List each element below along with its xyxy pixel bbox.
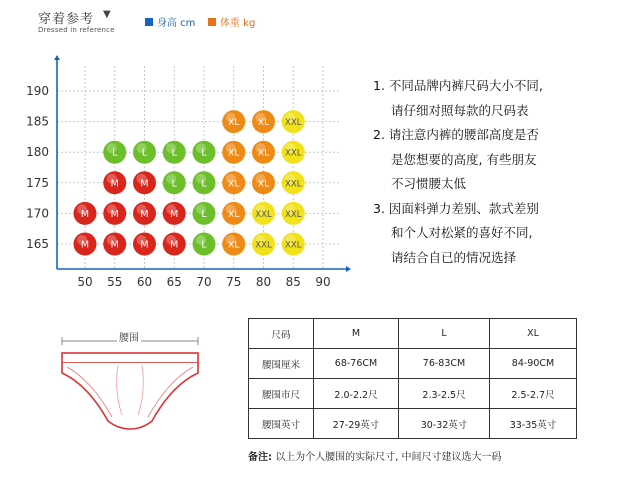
table-header-cell: 尺码 [249,319,314,349]
size-point-label: XL [228,148,240,159]
size-point-label: L [201,178,207,190]
dropdown-arrow-icon: ▼ [103,9,111,20]
legend-height-label: 身高 cm [157,18,196,29]
table-cell: 68-76CM [314,349,399,379]
table-header-cell: L [399,319,490,349]
notes [373,74,613,270]
y-tick-label: 185 [26,114,49,129]
size-point-label: XL [257,179,270,190]
table-cell: 33-35英寸 [490,409,577,439]
size-table [248,318,577,439]
size-point-label: XL [228,179,240,190]
y-tick-label: 175 [26,175,49,190]
table-header-cell: M [314,319,399,349]
y-tick-label: 180 [26,145,49,160]
size-point-label: M [140,208,149,220]
size-point-label: XXL [255,240,272,251]
table-cell: 84-90CM [490,349,577,379]
note-line: 1. 不同品牌内裤尺码大小不同, [373,78,543,93]
table-row [249,349,577,379]
y-axis-arrow [54,55,60,60]
x-tick-label: 55 [107,275,123,289]
table-row [249,409,577,439]
note-line: 不习惯腰太低 [391,176,467,191]
note-line: 和个人对松紧的喜好不同, [391,225,533,240]
note-line: 是您想要的高度, 有些朋友 [391,151,537,167]
table-cell: 腰围英寸 [249,409,314,439]
size-point-label: XXL [285,118,302,129]
x-tick-label: 60 [136,275,153,289]
size-point-label: M [140,239,149,251]
table-cell: 2.3-2.5尺 [399,379,490,409]
table-cell: 27-29英寸 [314,409,399,439]
table-cell: 76-83CM [399,349,490,379]
note-line: 2. 请注意内裤的腰部高度是否 [373,127,539,142]
size-point-label: M [80,208,90,220]
footnote-label: 备注: [248,452,272,463]
x-tick-label: 50 [77,275,93,289]
size-point-label: L [112,147,118,159]
table-row [249,379,577,409]
size-point-label: XL [228,240,240,251]
size-point-label: L [141,147,148,159]
table-header-row [249,319,577,349]
size-point-label: XXL [285,148,302,159]
size-point-label: M [170,239,179,251]
size-point-label: M [170,208,179,220]
size-point-label: M [110,178,119,190]
x-tick-label: 75 [226,275,242,289]
size-point-label: L [201,239,207,251]
size-point-label: M [140,178,149,190]
note-line: 请结合自已的情况选择 [391,249,517,265]
size-point-label: L [171,178,177,190]
size-point-label: M [80,239,90,251]
note-line: 3. 因面料弹力差别、款式差别 [373,200,539,216]
brief-outline [62,363,198,429]
size-point-label: M [110,239,119,251]
legend-weight-label: 体重 kg [220,18,256,29]
x-tick-label: 85 [285,275,301,289]
waist-label: 腰围 [117,329,141,344]
size-point-label: XXL [285,209,302,220]
x-axis-arrow [346,266,351,272]
header-subtitle: Dressed in reference [38,26,115,34]
x-tick-label: 65 [166,275,182,289]
y-tick-label: 170 [26,206,49,221]
header-title: 穿着参考 [38,12,95,27]
size-point-label: XL [257,118,270,129]
footnote-text: 以上为个人腰围的实际尺寸, 中间尺寸建议选大一码 [275,452,502,463]
waistband [62,353,198,363]
table-cell: 2.0-2.2尺 [314,379,399,409]
size-point-label: XL [257,148,270,159]
table-cell: 30-32英寸 [399,409,490,439]
footnote [248,448,502,463]
size-point-label: XXL [255,209,272,220]
table-cell: 腰围市尺 [249,379,314,409]
table-header-cell: XL [490,319,577,349]
size-point-label: L [171,147,177,159]
x-tick-label: 70 [196,275,212,289]
underwear-diagram [58,333,208,433]
size-point-label: XXL [285,240,302,251]
y-tick-label: 190 [26,84,49,98]
size-point-label: XL [228,209,240,220]
size-point-label: L [201,147,207,159]
size-point-label: M [110,208,119,220]
note-line: 请仔细对照每款的尺码表 [391,102,529,118]
y-tick-label: 165 [26,237,49,251]
size-point-label: XL [228,118,240,129]
size-point-label: XXL [285,179,302,190]
table-cell: 2.5-2.7尺 [490,379,577,409]
x-tick-label: 90 [315,275,331,289]
size-point-label: L [201,208,207,220]
x-tick-label: 80 [255,275,272,289]
table-cell: 腰围厘米 [249,349,314,379]
